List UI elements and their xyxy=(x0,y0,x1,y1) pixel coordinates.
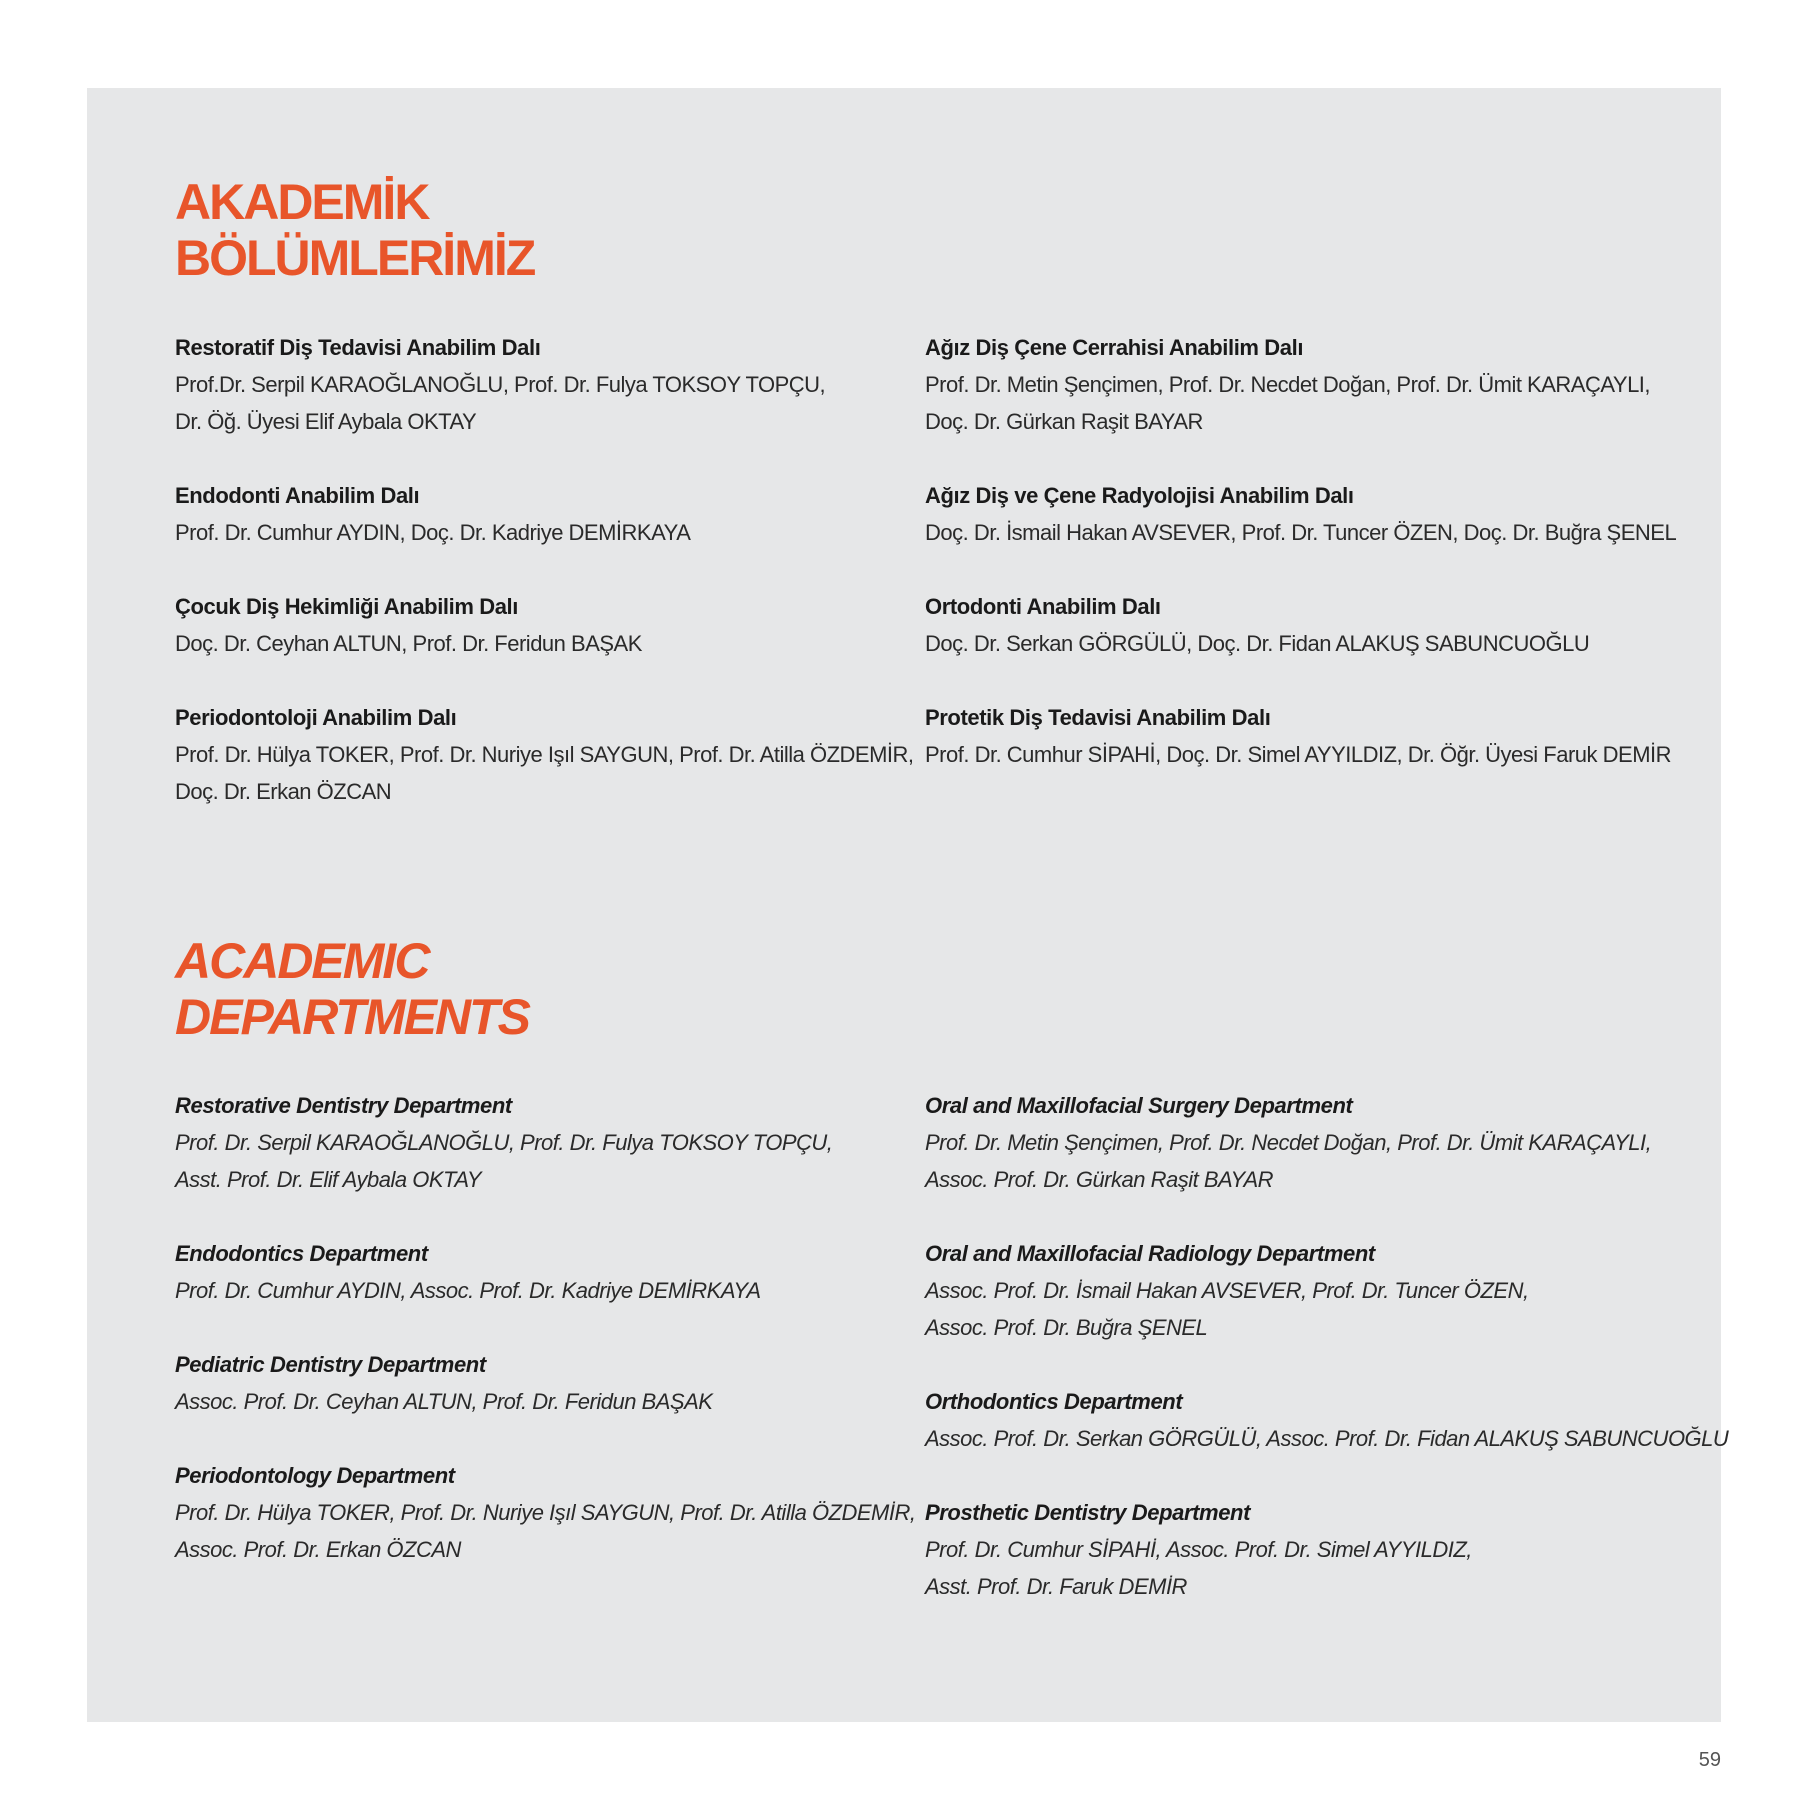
department-entry xyxy=(925,1384,1729,1457)
english-section-heading xyxy=(175,933,529,1045)
department-title: Endodonti Anabilim Dalı xyxy=(175,483,420,508)
department-faculty: Prof. Dr. Cumhur AYDIN, Doç. Dr. Kadriye DEMİRKAYA xyxy=(175,520,691,545)
department-faculty: Prof. Dr. Serpil KARAOĞLANOĞLU, Prof. Dr. Fulya TOKSOY TOPÇU, xyxy=(175,1130,833,1155)
department-faculty: Assoc. Prof. Dr. İsmail Hakan AVSEVER, Prof. Dr. Tuncer ÖZEN, xyxy=(925,1278,1529,1303)
department-title: Periodontoloji Anabilim Dalı xyxy=(175,705,457,730)
department-entry xyxy=(925,1088,1652,1198)
content-panel xyxy=(87,88,1729,1722)
department-faculty: Asst. Prof. Dr. Elif Aybala OKTAY xyxy=(175,1167,482,1192)
turkish-left-column xyxy=(175,330,914,810)
turkish-section-heading xyxy=(175,174,534,286)
department-faculty: Prof. Dr. Hülya TOKER, Prof. Dr. Nuriye Işıl SAYGUN, Prof. Dr. Atilla ÖZDEMİR, xyxy=(175,1500,916,1525)
department-title: Protetik Diş Tedavisi Anabilim Dalı xyxy=(925,705,1271,730)
department-entry xyxy=(925,589,1645,662)
heading-line: DEPARTMENTS xyxy=(175,989,529,1045)
department-faculty: Doç. Dr. İsmail Hakan AVSEVER, Prof. Dr. Tuncer ÖZEN, Doç. Dr. Buğra ŞENEL xyxy=(925,520,1677,545)
department-entry xyxy=(175,1347,895,1420)
department-faculty: Doç. Dr. Serkan GÖRGÜLÜ, Doç. Dr. Fidan ALAKUŞ SABUNCUOĞLU xyxy=(925,631,1590,656)
department-entry xyxy=(175,589,895,662)
department-faculty: Assoc. Prof. Dr. Serkan GÖRGÜLÜ, Assoc. Prof. Dr. Fidan ALAKUŞ SABUNCUOĞLU xyxy=(925,1426,1729,1451)
department-faculty: Asst. Prof. Dr. Faruk DEMİR xyxy=(925,1574,1187,1599)
department-title: Prosthetic Dentistry Department xyxy=(925,1500,1251,1525)
department-title: Çocuk Diş Hekimliği Anabilim Dalı xyxy=(175,594,518,619)
department-faculty: Prof. Dr. Metin Şençimen, Prof. Dr. Necdet Doğan, Prof. Dr. Ümit KARAÇAYLI, xyxy=(925,1130,1652,1155)
department-entry xyxy=(175,330,895,440)
heading-line: ACADEMIC xyxy=(175,933,429,989)
department-title: Pediatric Dentistry Department xyxy=(175,1352,486,1377)
department-faculty: Prof. Dr. Hülya TOKER, Prof. Dr. Nuriye Işıl SAYGUN, Prof. Dr. Atilla ÖZDEMİR, xyxy=(175,742,914,767)
department-faculty: Prof. Dr. Metin Şençimen, Prof. Dr. Necdet Doğan, Prof. Dr. Ümit KARAÇAYLI, xyxy=(925,372,1651,397)
department-faculty: Prof. Dr. Cumhur SİPAHİ, Assoc. Prof. Dr. Simel AYYILDIZ, xyxy=(925,1537,1472,1562)
department-title: Endodontics Department xyxy=(175,1241,428,1266)
department-faculty: Prof.Dr. Serpil KARAOĞLANOĞLU, Prof. Dr. Fulya TOKSOY TOPÇU, xyxy=(175,372,826,397)
department-entry xyxy=(175,700,914,810)
department-faculty: Dr. Öğ. Üyesi Elif Aybala OKTAY xyxy=(175,409,477,434)
department-entry xyxy=(175,478,895,551)
department-title: Periodontology Department xyxy=(175,1463,455,1488)
department-entry xyxy=(175,1458,916,1568)
english-left-column xyxy=(175,1088,916,1568)
heading-line: BÖLÜMLERİMİZ xyxy=(175,230,535,286)
heading-line: AKADEMİK xyxy=(175,174,429,230)
department-entry xyxy=(925,478,1677,551)
department-faculty: Assoc. Prof. Dr. Erkan ÖZCAN xyxy=(175,1537,461,1562)
department-title: Restoratif Diş Tedavisi Anabilim Dalı xyxy=(175,335,541,360)
department-faculty: Doç. Dr. Erkan ÖZCAN xyxy=(175,779,392,804)
department-title: Ağız Diş ve Çene Radyolojisi Anabilim Dalı xyxy=(925,483,1354,508)
department-faculty: Doç. Dr. Gürkan Raşit BAYAR xyxy=(925,409,1203,434)
english-right-column xyxy=(925,1088,1729,1605)
department-entry xyxy=(175,1088,895,1198)
department-title: Oral and Maxillofacial Surgery Department xyxy=(925,1093,1353,1118)
department-faculty: Prof. Dr. Cumhur AYDIN, Assoc. Prof. Dr. Kadriye DEMİRKAYA xyxy=(175,1278,761,1303)
department-faculty: Assoc. Prof. Dr. Gürkan Raşit BAYAR xyxy=(925,1167,1274,1192)
department-title: Ortodonti Anabilim Dalı xyxy=(925,594,1161,619)
department-entry xyxy=(925,330,1651,440)
department-title: Restorative Dentistry Department xyxy=(175,1093,512,1118)
department-faculty: Doç. Dr. Ceyhan ALTUN, Prof. Dr. Feridun BAŞAK xyxy=(175,631,642,656)
turkish-right-column xyxy=(925,330,1677,773)
department-title: Orthodontics Department xyxy=(925,1389,1183,1414)
department-title: Oral and Maxillofacial Radiology Department xyxy=(925,1241,1375,1266)
department-entry xyxy=(175,1236,895,1309)
department-entry xyxy=(925,1495,1645,1605)
department-entry xyxy=(925,1236,1645,1346)
department-title: Ağız Diş Çene Cerrahisi Anabilim Dalı xyxy=(925,335,1304,360)
department-faculty: Prof. Dr. Cumhur SİPAHİ, Doç. Dr. Simel AYYILDIZ, Dr. Öğr. Üyesi Faruk DEMİR xyxy=(925,742,1672,767)
department-faculty: Assoc. Prof. Dr. Ceyhan ALTUN, Prof. Dr. Feridun BAŞAK xyxy=(175,1389,713,1414)
page-number: 59 xyxy=(1698,1749,1721,1771)
department-faculty: Assoc. Prof. Dr. Buğra ŞENEL xyxy=(925,1315,1208,1340)
department-entry xyxy=(925,700,1672,773)
